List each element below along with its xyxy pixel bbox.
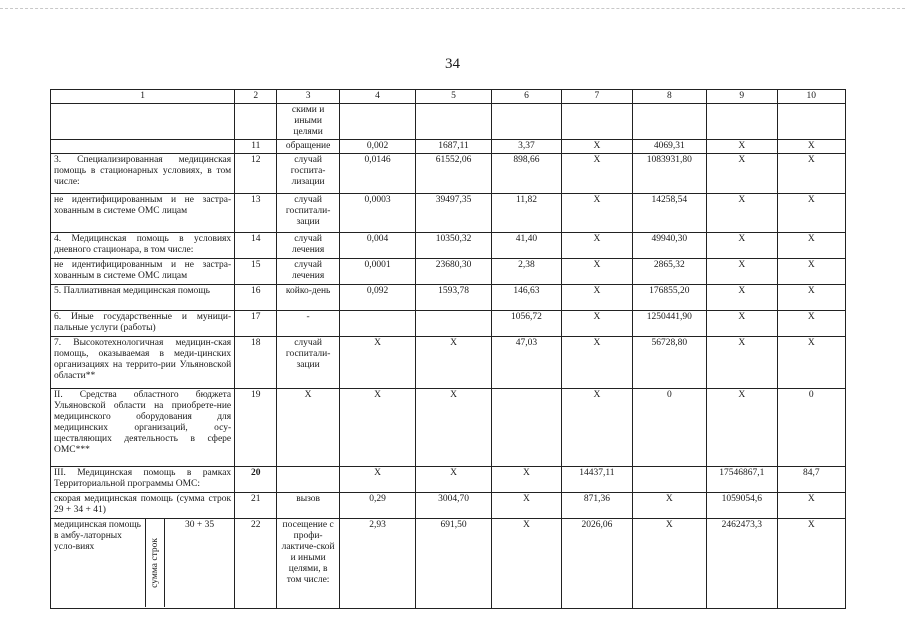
table-row bbox=[51, 467, 846, 493]
table-row bbox=[51, 140, 846, 154]
row-number: 21 bbox=[235, 493, 277, 519]
cell-c4 bbox=[339, 104, 415, 140]
table-row bbox=[51, 389, 846, 467]
cell-c6 bbox=[491, 389, 561, 467]
cell-c6: 11,82 bbox=[491, 194, 561, 233]
row-unit: случай госпитали-зации bbox=[277, 194, 339, 233]
cell-c9: 1059054,6 bbox=[707, 493, 777, 519]
row-number: 13 bbox=[235, 194, 277, 233]
row-name: 7. Высокотехнологичная медицин-ская помощь, оказываемая в меди-цинских организациях на террито-рии Ульяновской области** bbox=[51, 337, 235, 389]
row-name bbox=[51, 104, 235, 140]
cell-c4: X bbox=[339, 389, 415, 467]
cell-c8 bbox=[632, 104, 706, 140]
cell-c10: X bbox=[777, 233, 845, 259]
cell-c9: X bbox=[707, 154, 777, 194]
cell-c7 bbox=[562, 104, 632, 140]
header-cell: 10 bbox=[777, 90, 845, 104]
row-unit: случай госпита-лизации bbox=[277, 154, 339, 194]
cell-c4: 2,93 bbox=[339, 519, 415, 609]
header-row bbox=[51, 90, 846, 104]
table-row bbox=[51, 493, 846, 519]
table-row bbox=[51, 233, 846, 259]
cell-c10: X bbox=[777, 140, 845, 154]
table-row bbox=[51, 194, 846, 233]
cell-c8: 56728,80 bbox=[632, 337, 706, 389]
cell-c10: 84,7 bbox=[777, 467, 845, 493]
row-number: 12 bbox=[235, 154, 277, 194]
cell-c7: X bbox=[562, 311, 632, 337]
cell-c4: 0,002 bbox=[339, 140, 415, 154]
table-row bbox=[51, 104, 846, 140]
cell-c8: 14258,54 bbox=[632, 194, 706, 233]
cell-c10: X bbox=[777, 154, 845, 194]
cell-c6 bbox=[491, 104, 561, 140]
row-number bbox=[235, 104, 277, 140]
cell-c5: X bbox=[416, 389, 491, 467]
page-number: 34 bbox=[445, 56, 460, 72]
table-row bbox=[51, 259, 846, 285]
cell-c5: 3004,70 bbox=[416, 493, 491, 519]
cell-c5: 691,50 bbox=[416, 519, 491, 609]
cell-c9: X bbox=[707, 337, 777, 389]
row-name bbox=[51, 140, 235, 154]
cell-c9: 17546867,1 bbox=[707, 467, 777, 493]
cell-c7: X bbox=[562, 194, 632, 233]
cell-c6: X bbox=[491, 493, 561, 519]
row-name: 3. Специализированная медицинская помощь в стационарных условиях, в том числе: bbox=[51, 154, 235, 194]
row-unit: скими и иными целями bbox=[277, 104, 339, 140]
cell-c6: 2,38 bbox=[491, 259, 561, 285]
header-cell: 8 bbox=[632, 90, 706, 104]
table-row bbox=[51, 519, 846, 609]
cell-c7: X bbox=[562, 259, 632, 285]
cell-c5 bbox=[416, 311, 491, 337]
cell-c10: X bbox=[777, 493, 845, 519]
row-unit: вызов bbox=[277, 493, 339, 519]
cell-c10: X bbox=[777, 337, 845, 389]
table-row bbox=[51, 337, 846, 389]
row-number: 14 bbox=[235, 233, 277, 259]
cell-c5: X bbox=[416, 337, 491, 389]
financing-table bbox=[50, 89, 846, 609]
cell-c10 bbox=[777, 104, 845, 140]
cell-c6: X bbox=[491, 467, 561, 493]
row-unit: случай лечения bbox=[277, 233, 339, 259]
row-number: 16 bbox=[235, 285, 277, 311]
cell-c9: X bbox=[707, 389, 777, 467]
cell-c9: X bbox=[707, 259, 777, 285]
header-cell: 3 bbox=[277, 90, 339, 104]
row-name: 6. Иные государственные и муници-пальные услуги (работы) bbox=[51, 311, 235, 337]
cell-c4 bbox=[339, 311, 415, 337]
cell-c10: X bbox=[777, 285, 845, 311]
cell-c6: 47,03 bbox=[491, 337, 561, 389]
row-name: III. Медицинская помощь в рамках Территориальной программы ОМС: bbox=[51, 467, 235, 493]
cell-c10: X bbox=[777, 311, 845, 337]
header-cell: 1 bbox=[51, 90, 235, 104]
cell-c8 bbox=[632, 467, 706, 493]
header-cell: 4 bbox=[339, 90, 415, 104]
sum-rows-label: сумма строк bbox=[149, 538, 160, 588]
cell-c7: 2026,06 bbox=[562, 519, 632, 609]
cell-c5: X bbox=[416, 467, 491, 493]
cell-c5: 23680,30 bbox=[416, 259, 491, 285]
cell-c8: 1250441,90 bbox=[632, 311, 706, 337]
cell-c6: 146,63 bbox=[491, 285, 561, 311]
row-name: не идентифицированным и не застра-хованным в системе ОМС лицам bbox=[51, 259, 235, 285]
cell-c7: X bbox=[562, 389, 632, 467]
row-unit: посещение с профи-лактиче-ской и иными целями, в том числе: bbox=[277, 519, 339, 609]
cell-c9: X bbox=[707, 311, 777, 337]
cell-c8: 1083931,80 bbox=[632, 154, 706, 194]
cell-c7: X bbox=[562, 337, 632, 389]
cell-c5: 39497,35 bbox=[416, 194, 491, 233]
cell-c9 bbox=[707, 104, 777, 140]
cell-c4: 0,0146 bbox=[339, 154, 415, 194]
row-name: 5. Паллиативная медицинская помощь bbox=[51, 285, 235, 311]
row-unit: случай госпитали-зации bbox=[277, 337, 339, 389]
cell-c5 bbox=[416, 104, 491, 140]
row-number: 22 bbox=[235, 519, 277, 609]
row-name: не идентифицированным и не застра-хованным в системе ОМС лицам bbox=[51, 194, 235, 233]
row-name: скорая медицинская помощь (сумма строк 29 + 34 + 41) bbox=[51, 493, 235, 519]
cell-c5: 1687,11 bbox=[416, 140, 491, 154]
table-row bbox=[51, 285, 846, 311]
cell-c6: X bbox=[491, 519, 561, 609]
cell-c5: 1593,78 bbox=[416, 285, 491, 311]
header-cell: 5 bbox=[416, 90, 491, 104]
cell-c9: X bbox=[707, 233, 777, 259]
cell-c6: 898,66 bbox=[491, 154, 561, 194]
row-name: II. Средства областного бюджета Ульяновской области на приобрете-ние медицинского оборудования для медицинских организаций, осу-ществляющих деятельность в сфере ОМС*** bbox=[51, 389, 235, 467]
cell-c4: 0,29 bbox=[339, 493, 415, 519]
cell-c8: X bbox=[632, 493, 706, 519]
cell-c7: X bbox=[562, 140, 632, 154]
cell-c8: X bbox=[632, 519, 706, 609]
cell-c5: 10350,32 bbox=[416, 233, 491, 259]
row-unit: X bbox=[277, 389, 339, 467]
row-number: 19 bbox=[235, 389, 277, 467]
header-cell: 7 bbox=[562, 90, 632, 104]
cell-c4: 0,092 bbox=[339, 285, 415, 311]
row-unit: обращение bbox=[277, 140, 339, 154]
row-unit bbox=[277, 467, 339, 493]
row-name: 4. Медицинская помощь в условиях дневного стационара, в том числе: bbox=[51, 233, 235, 259]
header-cell: 2 bbox=[235, 90, 277, 104]
cell-c10: X bbox=[777, 259, 845, 285]
cell-c7: X bbox=[562, 154, 632, 194]
cell-c8: 4069,31 bbox=[632, 140, 706, 154]
row-name: медицинская помощь в амбу-латорных усло-виях bbox=[54, 520, 141, 552]
table-row bbox=[51, 154, 846, 194]
cell-c4: 0,0003 bbox=[339, 194, 415, 233]
row-number: 17 bbox=[235, 311, 277, 337]
cell-c8: 176855,20 bbox=[632, 285, 706, 311]
row-number: 15 bbox=[235, 259, 277, 285]
cell-c5: 61552,06 bbox=[416, 154, 491, 194]
cell-c4: 0,004 bbox=[339, 233, 415, 259]
cell-c9: X bbox=[707, 285, 777, 311]
cell-c9: X bbox=[707, 194, 777, 233]
cell-c8: 2865,32 bbox=[632, 259, 706, 285]
cell-c7: X bbox=[562, 285, 632, 311]
header-cell: 6 bbox=[491, 90, 561, 104]
cell-c8: 0 bbox=[632, 389, 706, 467]
cell-c7: X bbox=[562, 233, 632, 259]
row-unit: - bbox=[277, 311, 339, 337]
page-top-border bbox=[0, 8, 905, 9]
cell-c6: 41,40 bbox=[491, 233, 561, 259]
cell-c10: X bbox=[777, 194, 845, 233]
row-number: 20 bbox=[235, 467, 277, 493]
cell-c6: 1056,72 bbox=[491, 311, 561, 337]
row-number: 18 bbox=[235, 337, 277, 389]
cell-c9: X bbox=[707, 140, 777, 154]
table-row bbox=[51, 311, 846, 337]
sum-rows-value: 30 + 35 bbox=[185, 520, 215, 530]
cell-c4: 0,0001 bbox=[339, 259, 415, 285]
cell-c8: 49940,30 bbox=[632, 233, 706, 259]
cell-c7: 871,36 bbox=[562, 493, 632, 519]
row-number: 11 bbox=[235, 140, 277, 154]
cell-c9: 2462473,3 bbox=[707, 519, 777, 609]
cell-c7: 14437,11 bbox=[562, 467, 632, 493]
row-unit: случай лечения bbox=[277, 259, 339, 285]
cell-c4: X bbox=[339, 467, 415, 493]
cell-c10: 0 bbox=[777, 389, 845, 467]
header-cell: 9 bbox=[707, 90, 777, 104]
row-name-compound bbox=[51, 519, 235, 609]
cell-c6: 3,37 bbox=[491, 140, 561, 154]
row-unit: койко-день bbox=[277, 285, 339, 311]
cell-c4: X bbox=[339, 337, 415, 389]
cell-c10: X bbox=[777, 519, 845, 609]
